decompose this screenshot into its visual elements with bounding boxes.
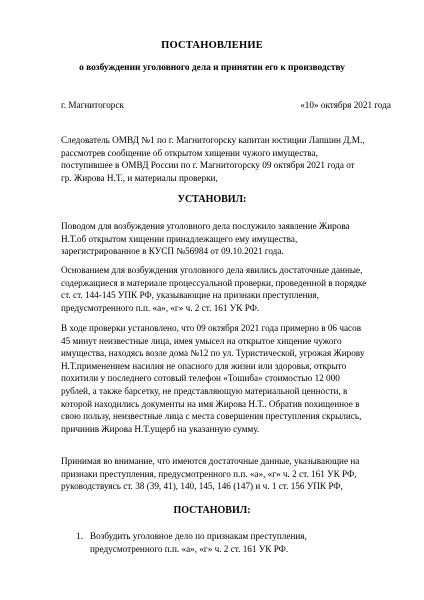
city: г. Магнитогорск [61,100,124,110]
place-date-line [61,99,391,112]
established-heading: УСТАНОВИЛ: [177,194,247,205]
text-line: причинив Жирова Н.Т.ущерб на указанную сумму. [61,423,260,434]
investigation-paragraph [61,322,391,435]
text-line: руководствуясь ст. 38 (39, 41), 140, 145, 146 (147) и ч. 1 ст. 156 УПК РФ, [61,481,343,492]
reason-paragraph [61,220,391,258]
text-line: признаки преступления, предусмотренного п.п. «а», «г» ч. 2 ст. 161 УК РФ, [61,468,357,479]
text-line: Н.Т.об открытом хищении принадлежащего ему имущества, [61,233,298,244]
text-line: похитили у последнего сотовый телефон «Тошиба» стоимостью 12 000 [61,373,340,384]
text-line: рассмотрев сообщение об открытом хищении чужого имущества, [61,147,318,158]
text-line: содержащиеся в материале процессуальной проверки, проведенной в порядке [61,277,367,288]
item-text [90,530,307,555]
text-line: Следователь ОМВД №1 по г. Магнитогорску капитан юстиции Лапшин Д.М., [61,135,365,145]
resolved-heading: ПОСТАНОВИЛ: [173,505,251,516]
text-line: гр. Жирова Н.Т., и материалы проверки, [61,172,218,183]
grounds-paragraph [61,264,391,314]
item-number: 1. [76,531,83,541]
text-line: Н.Т.применением насилия не опасного для жизни или здоровья, открыто [61,360,347,371]
text-line: предусмотренного п.п. «а», «г» ч. 2 ст. 161 УК РФ. [61,302,260,313]
text-line: которой находились документы на имя Жирова Н.Т.. Обратив похищенное в [61,398,360,409]
text-line: Поводом для возбуждения уголовного дела послужило заявление Жирова [61,221,350,231]
document-title: ПОСТАНОВЛЕНИЕ [161,40,263,51]
document-subtitle: о возбуждении уголовного дела и принятии его к производству [79,63,345,73]
text-line: Основанием для возбуждения уголовного дела явились достаточные данные, [61,265,363,275]
consideration-paragraph [61,455,391,493]
text-line: имущества, находясь возле дома №12 по ул. Туристической, угрожая Жирову [61,348,365,359]
text-line: Принимая во внимание, что имеются достаточные данные, указывающие на [61,456,360,466]
text-line: предусмотренного п.п. «а», «г» ч. 2 ст. 161 УК РФ. [90,543,289,554]
text-line: поступившее в ОМВД России по г. Магнитогорску 09 октября 2021 года от [61,160,355,171]
text-line: 45 минут неизвестные лица, имея умысел на открытое хищение чужого [61,335,342,346]
text-line: рублей, а также барсетку, не представляющую материальной ценности, в [61,385,348,396]
text-line: свою пользу, неизвестные лица с места совершения преступления скрылись, [61,411,362,422]
text-line: Возбудить уголовное дело по признакам преступления, [90,531,307,541]
text-line: ст. ст. 144-145 УПК РФ, указывающие на признаки преступления, [61,290,319,301]
document-date: «10» октября 2021 года [300,100,391,110]
intro-paragraph [61,134,391,184]
text-line: зарегистрированное в КУСП №56984 от 09.10.2021 года. [61,246,284,257]
text-line: В ходе проверки установлено, что 09 октября 2021 года примерно в 06 часов [61,323,362,333]
